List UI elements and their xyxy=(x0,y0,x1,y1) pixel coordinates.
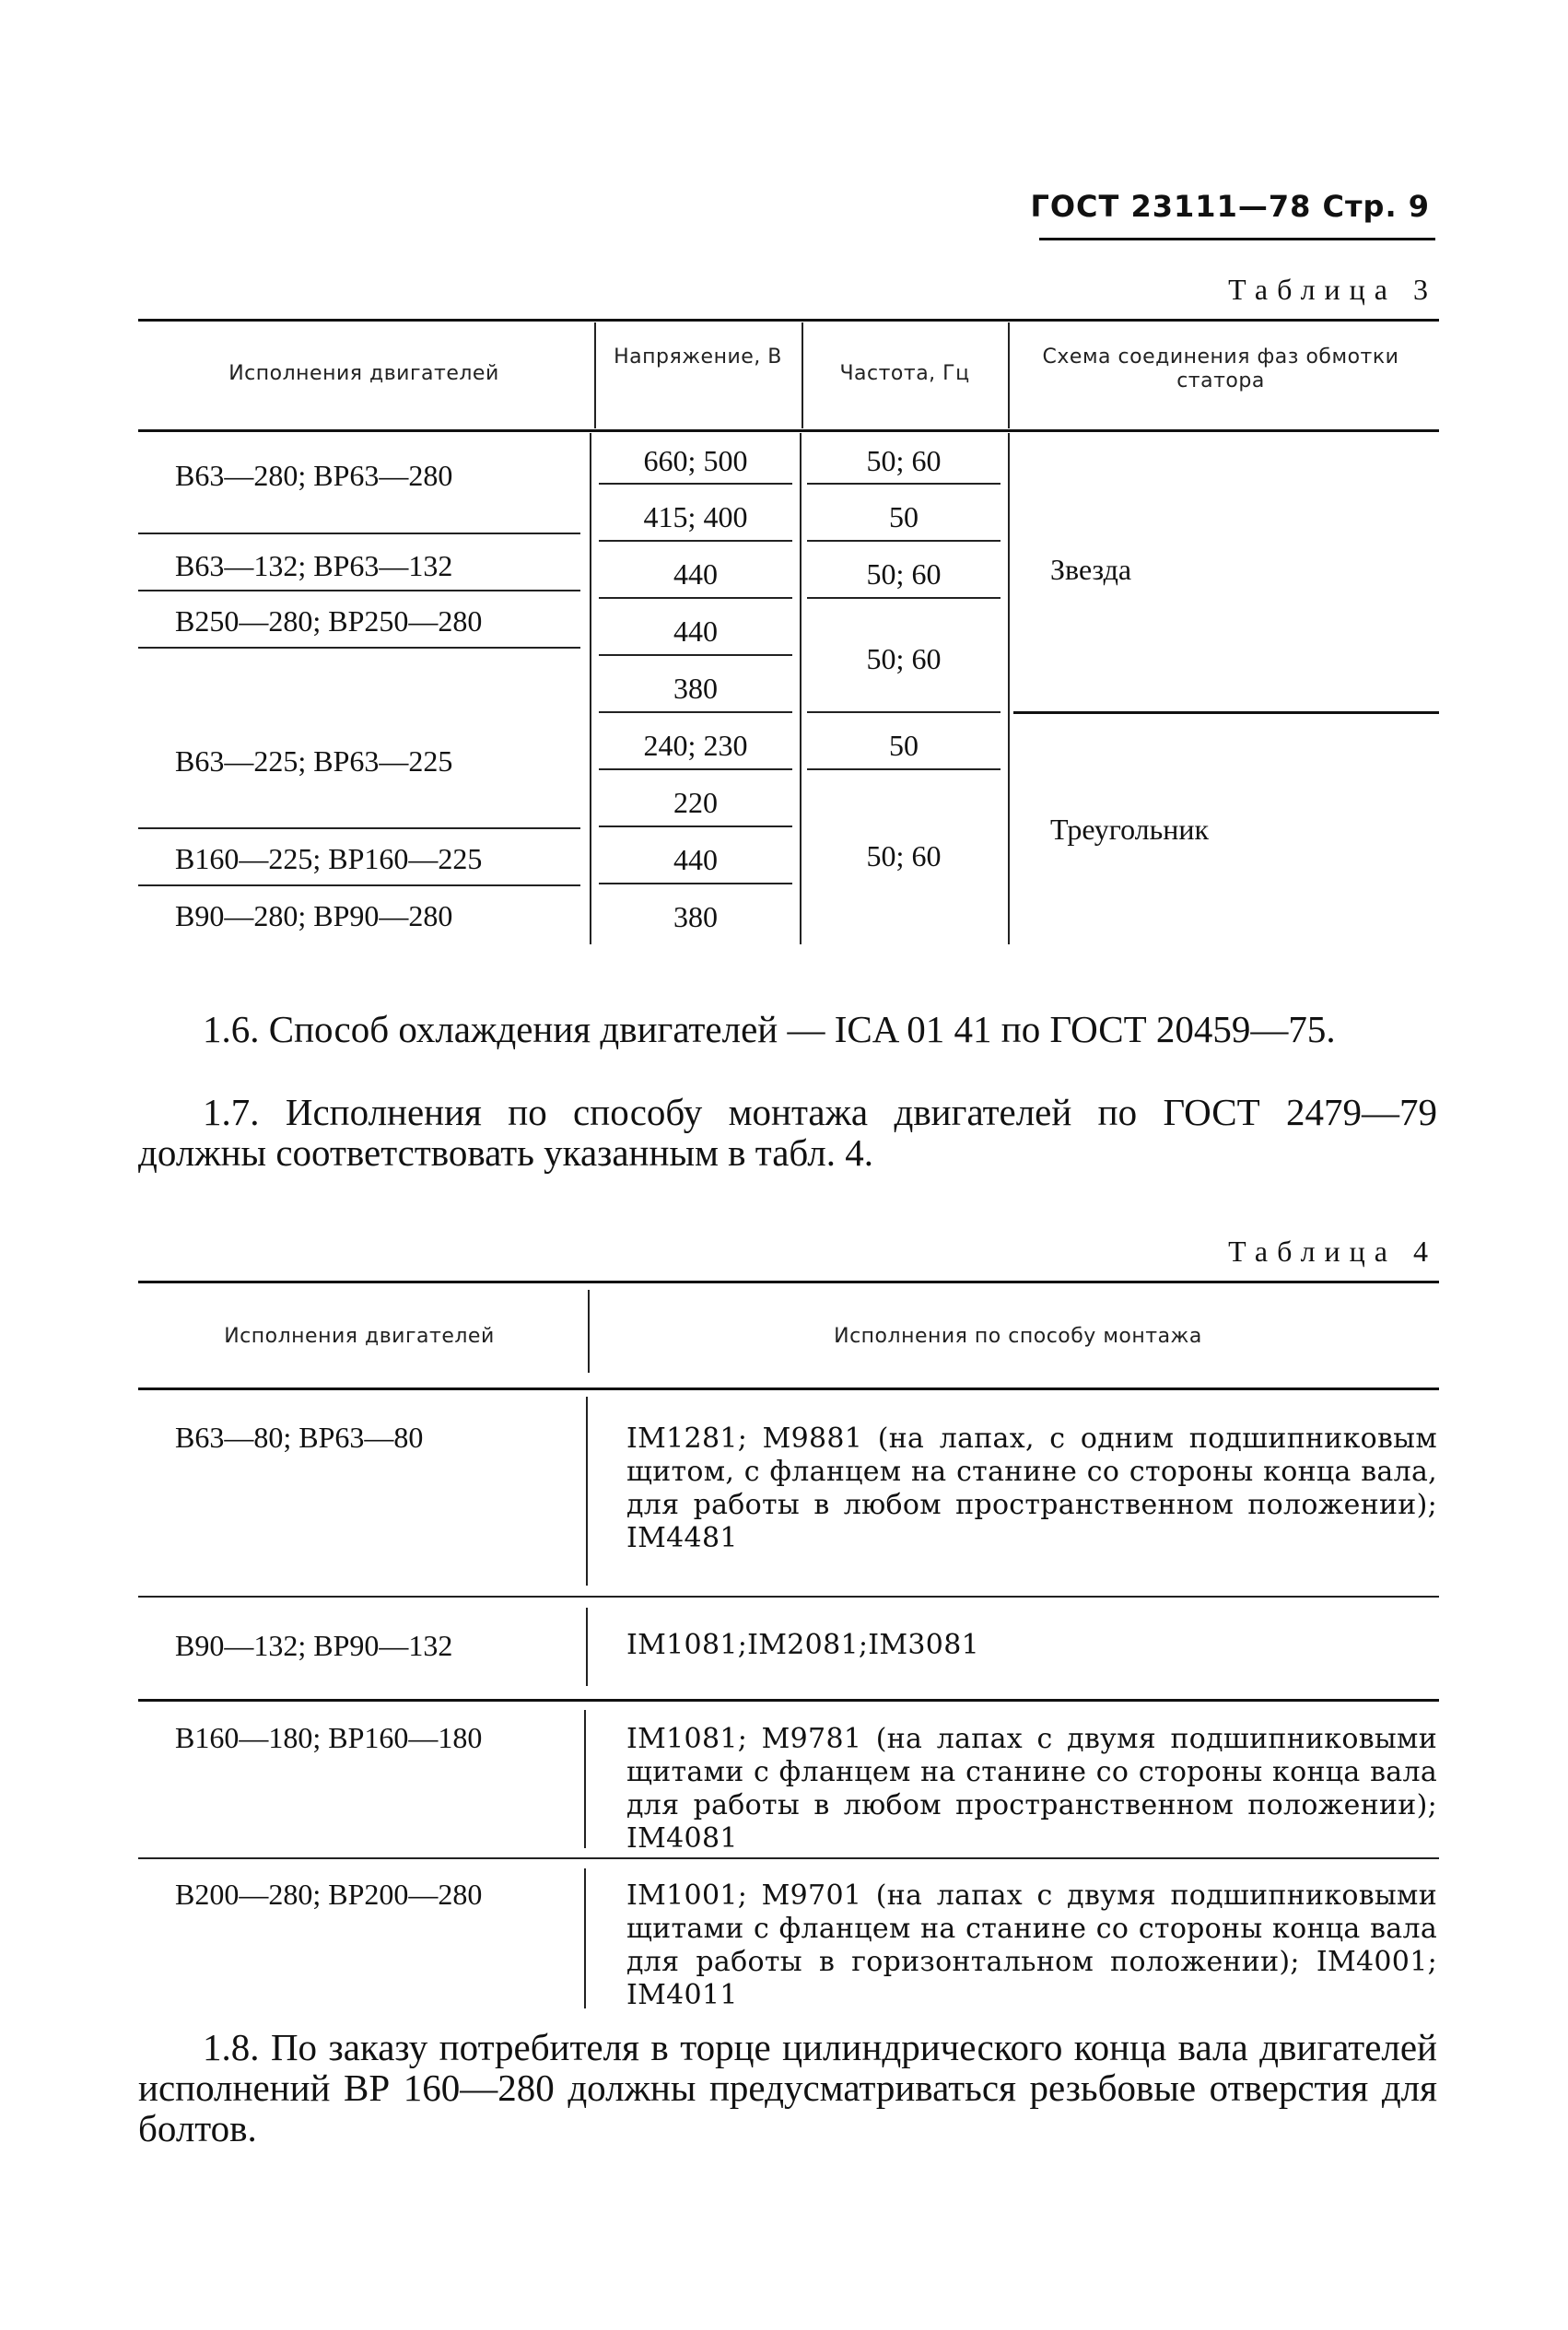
t4-desc-r3: IM1081; M9781 (на лапах с двумя подшипниковыми щитами с фланцем на станине со стороны конца вала для работы в любом пространственном положении); IM4081 xyxy=(626,1723,1437,1855)
page-header xyxy=(1030,189,1430,224)
t3-freq-4: 50; 60 xyxy=(866,642,942,675)
t3-model-rule3 xyxy=(138,647,580,649)
t3-scheme-delta: Треугольник xyxy=(1050,813,1209,846)
t4-row-rule3 xyxy=(138,1857,1439,1859)
doc-number: ГОСТ 23111—78 xyxy=(1030,189,1312,224)
t3-freq-rule1 xyxy=(807,483,1000,485)
t3-model-r2: В63—132; ВР63—132 xyxy=(175,549,453,582)
t4-sep-r3 xyxy=(584,1710,586,1848)
t3-model-r4: В63—225; ВР63—225 xyxy=(175,744,453,778)
t3-freq-rule5 xyxy=(807,768,1000,770)
t3-model-r6: В90—280; ВР90—280 xyxy=(175,899,453,932)
t3-model-r5: В160—225; ВР160—225 xyxy=(175,842,483,875)
table4-top-rule xyxy=(138,1281,1439,1283)
table3-body-sep1 xyxy=(590,433,591,944)
t4-sep-r2 xyxy=(586,1608,588,1686)
t4-row-rule2 xyxy=(138,1699,1439,1702)
paragraph-1-7-text: 1.7. Исполнения по способу монтажа двигателей по ГОСТ 2479—79 должны соответствовать указанным в табл. 4. xyxy=(138,1091,1437,1174)
t3-volt-rule6 xyxy=(599,768,792,770)
t3-volt-9: 380 xyxy=(673,900,718,933)
table3-col4-header: Схема соединения фаз обмотки статора xyxy=(1042,345,1399,392)
paragraph-1-6 xyxy=(138,1009,1437,1049)
table4-col2-header: Исполнения по способу монтажа xyxy=(834,1325,1202,1348)
table4-caption: Таблица 4 xyxy=(1228,1235,1437,1268)
table3-col1-header: Исполнения двигателей xyxy=(228,362,499,385)
table4-hdr-sep xyxy=(588,1290,590,1373)
table4-header-rule xyxy=(138,1387,1439,1390)
t4-desc-r2: IM1081;IM2081;IM3081 xyxy=(626,1629,979,1661)
t4-desc-r1: IM1281; M9881 (на лапах, с одним подшипниковым щитом, с фланцем на станине со стороны конца вала, для работы в любом пространственном положении); IM4481 xyxy=(626,1423,1437,1554)
t3-freq-5: 50 xyxy=(889,729,919,762)
t3-freq-3: 50; 60 xyxy=(866,557,942,591)
t4-model-r3: В160—180; ВР160—180 xyxy=(175,1721,483,1754)
table3-body-sep2 xyxy=(800,433,802,944)
t4-sep-r1 xyxy=(586,1397,588,1586)
t3-freq-1: 50; 60 xyxy=(866,444,942,477)
t3-freq-rule2 xyxy=(807,540,1000,542)
t4-desc-r4: IM1001; M9701 (на лапах с двумя подшипниковыми щитами с фланцем на станине со стороны конца вала для работы в горизонтальном положении); IM4001; IM4011 xyxy=(626,1879,1437,2011)
paragraph-1-8 xyxy=(138,2027,1437,2149)
t4-model-r2: В90—132; ВР90—132 xyxy=(175,1629,453,1662)
t3-freq-rule3 xyxy=(807,597,1000,599)
paragraph-1-7 xyxy=(138,1092,1437,1173)
t3-freq-2: 50 xyxy=(889,500,919,533)
t3-model-rule5 xyxy=(138,884,580,886)
t3-model-rule2 xyxy=(138,590,580,591)
t3-scheme-star: Звезда xyxy=(1050,553,1132,586)
table3-caption: Таблица 3 xyxy=(1228,273,1437,306)
paragraph-1-6-text: 1.6. Способ охлаждения двигателей — ICA 01 41 по ГОСТ 20459—75. xyxy=(203,1008,1336,1050)
t3-volt-7: 220 xyxy=(673,786,718,819)
t3-volt-3: 440 xyxy=(673,557,718,591)
t3-volt-rule7 xyxy=(599,825,792,827)
t3-freq-rule4 xyxy=(807,711,1000,713)
t3-volt-rule8 xyxy=(599,883,792,884)
t3-volt-rule5 xyxy=(599,711,792,713)
table3-top-rule xyxy=(138,319,1439,322)
paragraph-1-8-text: 1.8. По заказу потребителя в торце цилиндрического конца вала двигателей исполнений ВР 160—280 должны предусматриваться резьбовые отверстия для болтов. xyxy=(138,2026,1437,2149)
t3-volt-rule3 xyxy=(599,597,792,599)
table3-hdr-sep3 xyxy=(1008,322,1010,428)
t3-model-r3: В250—280; ВР250—280 xyxy=(175,604,483,638)
t3-volt-8: 440 xyxy=(673,843,718,876)
t4-sep-r4 xyxy=(584,1868,586,2008)
t3-volt-5: 380 xyxy=(673,672,718,705)
table3-body-sep3 xyxy=(1008,433,1010,944)
t4-model-r4: В200—280; ВР200—280 xyxy=(175,1878,483,1911)
t3-volt-2: 415; 400 xyxy=(643,500,748,533)
header-rule xyxy=(1039,238,1435,240)
t3-scheme-rule xyxy=(1013,711,1439,714)
table3-col2-header: Напряжение, В xyxy=(614,345,782,369)
t3-model-r1: В63—280; ВР63—280 xyxy=(175,459,453,492)
t3-model-rule4 xyxy=(138,827,580,829)
t3-volt-4: 440 xyxy=(673,615,718,648)
table3-hdr-sep1 xyxy=(594,322,596,428)
t3-volt-rule2 xyxy=(599,540,792,542)
t3-volt-rule4 xyxy=(599,654,792,656)
table4-col1-header: Исполнения двигателей xyxy=(224,1325,495,1348)
t3-model-rule1 xyxy=(138,533,580,534)
t3-volt-rule1 xyxy=(599,483,792,485)
t4-row-rule1 xyxy=(138,1596,1439,1598)
t3-volt-1: 660; 500 xyxy=(643,444,748,477)
table3-header-rule xyxy=(138,429,1439,432)
table3-col3-header: Частота, Гц xyxy=(839,362,970,385)
t3-volt-6: 240; 230 xyxy=(643,729,748,762)
t3-freq-6: 50; 60 xyxy=(866,839,942,872)
page-number: Стр. 9 xyxy=(1322,189,1430,224)
t4-model-r1: В63—80; ВР63—80 xyxy=(175,1421,424,1454)
